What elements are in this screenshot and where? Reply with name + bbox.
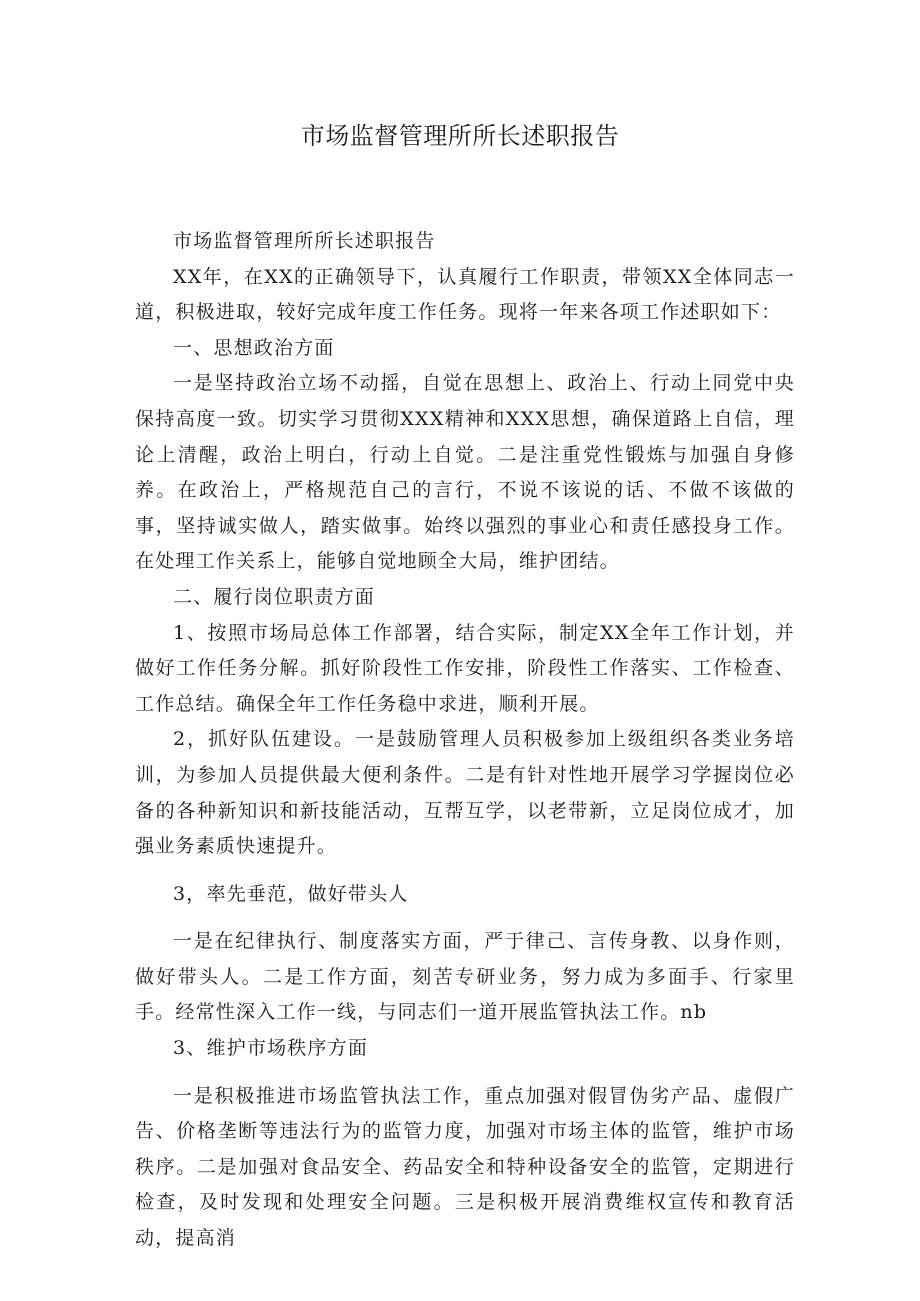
section-heading-duties: 二、履行岗位职责方面 xyxy=(173,585,376,608)
document-title: 市场监督管理所所长述职报告 xyxy=(300,122,620,150)
document-body xyxy=(135,224,795,1257)
paragraph-market-order: 一是积极推进市场监管执法工作，重点加强对假冒伪劣产品、虚假广告、价格垄断等违法行为的监管力度，加强对市场主体的监管，维护市场秩序。二是加强对食品安全、药品安全和特种设备安全的监管，定期进行检查，及时发现和处理安全问题。三是积极开展消费维权宣传和教育活动，提高消 xyxy=(135,1084,795,1250)
paragraph-duties-2: 2，抓好队伍建设。一是鼓励管理人员积极参加上级组织各类业务培训，为参加人员提供最大便利条件。二是有针对性地开展学习学握岗位必备的各种新知识和新技能活动，互帮互学，以老带新，立足岗位成才，加强业务素质快速提升。 xyxy=(135,728,795,858)
section-heading-political: 一、思想政治方面 xyxy=(173,336,335,359)
paragraph-political: 一是坚持政治立场不动摇，自觉在思想上、政治上、行动上同党中央保持高度一致。切实学习贯彻XXX精神和XXX思想，确保道路上自信，理论上清醒，政治上明白，行动上自觉。二是注重党性锻炼与加强自身修养。在政治上，严格规范自己的言行，不说不该说的话、不做不该做的事，坚持诚实做人，踏实做事。始终以强烈的事业心和责任感投身工作。在处理工作关系上，能够自觉地顾全大局，维护团结。 xyxy=(135,372,795,573)
paragraph-lead-by-example: 一是在纪律执行、制度落实方面，严于律己、言传身教、以身作则，做好带头人。二是工作方面，刻苦专研业务，努力成为多面手、行家里手。经常性深入工作一线，与同志们一道开展监管执法工作。nb xyxy=(135,930,795,1024)
section-heading-market-order: 3、维护市场秩序方面 xyxy=(173,1037,369,1060)
paragraph-subtitle: 市场监督管理所所长述职报告 xyxy=(173,230,436,252)
paragraph-intro: XX年，在XX的正确领导下，认真履行工作职责，带领XX全体同志一道，积极进取，较好完成年度工作任务。现将一年来各项工作述职如下： xyxy=(135,265,795,324)
subheading-lead-by-example: 3，率先垂范，做好带头人 xyxy=(173,882,409,905)
paragraph-duties-1: 1、按照市场局总体工作部署，结合实际，制定XX全年工作计划，并做好工作任务分解。抓好阶段性工作安排，阶段性工作落实、工作检查、工作总结。确保全年工作任务稳中求进，顺利开展。 xyxy=(135,621,795,715)
